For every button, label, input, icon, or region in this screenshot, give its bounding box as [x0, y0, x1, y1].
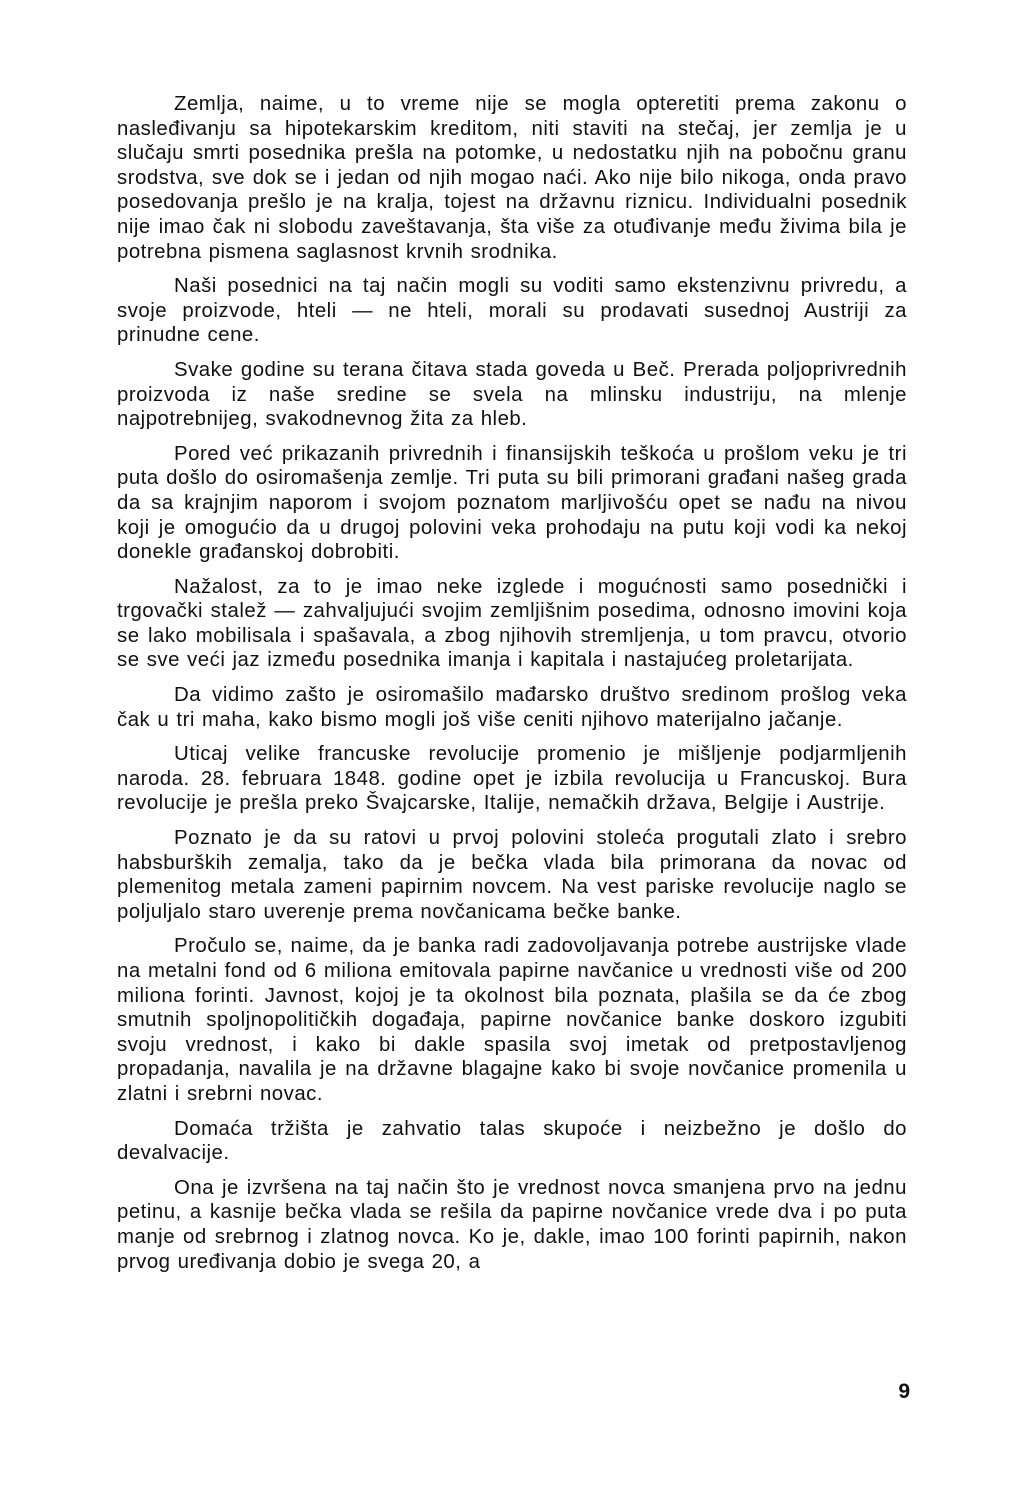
- page-number: 9: [898, 1380, 910, 1403]
- paragraph: Uticaj velike francuske revolucije promenio je mišljenje podjarmljenih naroda. 28. februara 1848. godine opet je izbila revolucija u Francuskoj. Bura revolucije je prešla preko Švajcarske, Italije, nemačkih država, Belgije i Austrije.: [117, 743, 907, 815]
- paragraph: Domaća tržišta je zahvatio talas skupoće i neizbežno je došlo do devalvacije.: [117, 1117, 907, 1165]
- paragraph: Poznato je da su ratovi u prvoj polovini stoleća progutali zlato i srebro habsburških zemalja, tako da je bečka vlada bila primorana da novac od plemenitog metala zameni papirnim novcem. Na vest pariske revolucije naglo se poljuljalo staro uverenje prema novčanicama bečke banke.: [117, 827, 907, 923]
- paragraph: Naši posednici na taj način mogli su voditi samo ekstenzivnu privredu, a svoje proizvode, hteli — ne hteli, morali su prodavati susednoj Austriji za prinudne cene.: [117, 275, 907, 347]
- paragraph: Pročulo se, naime, da je banka radi zadovoljavanja potrebe austrijske vlade na metalni fond od 6 miliona emitovala papirne navčanice u vrednosti više od 200 miliona forinti. Javnost, kojoj je ta okolnost bila poznata, plašila se da će zbog smutnih spoljnopolitičkih događaja, papirne novčanice banke doskoro izgubiti svoju vrednost, i kako bi dakle spasila svoj imetak od pretpostavljenog propadanja, navalila je na državne blagajne kako bi svoje novčanice promenila u zlatni i srebrni novac.: [117, 935, 907, 1105]
- paragraph: Svake godine su terana čitava stada goveda u Beč. Prerada poljoprivrednih proizvoda iz naše sredine se svela na mlinsku industriju, na mlenje najpotrebnijeg, svakodnevnog žita za hleb.: [117, 358, 907, 431]
- paragraph: Nažalost, za to je imao neke izglede i mogućnosti samo posednički i trgovački stalež — zahvaljujući svojim zemljišnim posedima, odnosno imovini koja se lako mobilisala i spašavala, a zbog njihovih stremljenja, u tom pravcu, otvorio se sve veći jaz između posednika imanja i kapitala i nastajućeg proletarijata.: [117, 575, 907, 672]
- paragraph: Zemlja, naime, u to vreme nije se mogla opteretiti prema zakonu o nasleđivanju sa hipotekarskim kreditom, niti staviti na stečaj, jer zemlja je u slučaju smrti posednika prešla na potomke, u nedostatku njih na pobočnu granu srodstva, sve dok se i jedan od njih mogao naći. Ako nije bilo nikoga, onda pravo posedovanja prešlo je na kralja, tojest na državnu riznicu. Individualni posednik nije imao čak ni slobodu zaveštavanja, šta više za otuđivanje među živima bila je potrebna pismena saglasnost krvnih srodnika.: [117, 93, 907, 263]
- page-body: [117, 92, 907, 1284]
- paragraph: Pored već prikazanih privrednih i finansijskih teškoća u prošlom veku je tri puta došlo do osiromašenja zemlje. Tri puta su bili primorani građani našeg grada da sa krajnjim naporom i svojom poznatom marljivošću opet se nađu na nivou koji je omogućio da u drugoj polovini veka prohodaju na putu koji vodi ka nekoj donekle građanskoj dobrobiti.: [117, 442, 907, 564]
- paragraph: Ona je izvršena na taj način što je vrednost novca smanjena prvo na jednu petinu, a kasnije bečka vlada se rešila da papirne novčanice vrede dva i po puta manje od srebrnog i zlatnog novca. Ko je, dakle, imao 100 forinti papirnih, nakon prvog uređivanja dobio je svega 20, a: [117, 1176, 907, 1273]
- paragraph: Da vidimo zašto je osiromašilo mađarsko društvo sredinom prošlog veka čak u tri maha, kako bismo mogli još više ceniti njihovo materijalno jačanje.: [117, 684, 907, 731]
